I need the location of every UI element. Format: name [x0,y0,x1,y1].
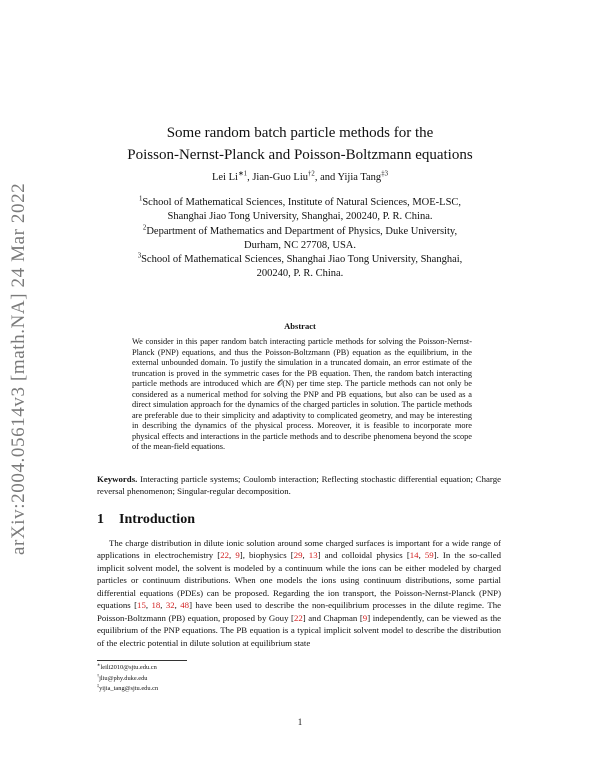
body-text: ] and colloidal physics [ [317,550,410,561]
body-text: , [302,550,309,561]
citation-link[interactable]: 59 [424,550,434,561]
arxiv-stamp: arXiv:2004.05614v3 [math.NA] 24 Mar 2022 [8,182,29,555]
footnote-email: yijia_tang@sjtu.edu.cn [99,685,159,692]
body-text: , [418,550,425,561]
affiliation-text: Department of Mathematics and Department of Physics, Duke University, [146,225,458,237]
paper-title [90,122,510,166]
author-mark: ∗1 [237,170,248,178]
footnote-email: jliu@phy.duke.edu [99,674,148,682]
affiliation-line [100,196,500,210]
body-text: , [145,600,152,611]
section-number: 1 [97,512,104,527]
footnotes [97,663,397,695]
affiliation-text: School of Mathematical Sciences, Institute of Natural Sciences, MOE-LSC, [142,197,462,208]
author-name: Lei Li [211,172,238,183]
citation-link[interactable]: 18 [151,600,161,611]
affiliation-line: 200240, P. R. China. [256,268,344,280]
citation-link[interactable]: 22 [293,612,303,623]
author-list [90,172,510,183]
citation-link[interactable]: 15 [137,600,146,611]
footnote [97,663,397,674]
title-line-2: Poisson-Nernst-Planck and Poisson-Boltzmann equations [127,147,473,163]
citation-link[interactable]: 32 [165,600,175,611]
page-number: 1 [297,717,303,727]
affiliation-line [100,253,500,267]
body-text: , [229,550,236,561]
affiliation-mark: 3 [137,252,142,260]
section-title: Introduction [119,512,195,527]
author-separator: , [247,172,253,183]
body-text: ] independently, can be viewed as the equilibrium of the PNP equations. The PB equation is a typical implicit solvent model to describe the distribution of the electric potential in dilute solution at equilibrium state [97,612,502,648]
body-paragraph [97,537,501,649]
affiliation-text: School of Mathematical Sciences, Shanghai Jiao Tong University, Shanghai, [141,254,463,266]
author-mark: ‡3 [381,170,388,178]
body-text: , [160,600,166,611]
affiliation-line: Shanghai Jiao Tong University, Shanghai, 200240, P. R. China. [167,211,433,223]
citation-link[interactable]: 13 [308,550,318,561]
citation-link[interactable]: 48 [180,600,190,611]
citation-link[interactable]: 9 [235,550,240,561]
body-text: ]. In the so-called implicit solvent model, the solvent is modeled by a continuum while the ions can be either modeled by charged particles or continuum distributions. When one models the ions using continuum distributions, some partial differential equations (PDEs) can be proposed. Regarding the ion transport, the Poisson-Nernst-Planck (PNP) equations [ [97,550,501,611]
abstract-heading: Abstract [284,321,316,331]
introduction-body [97,537,501,649]
keywords-text: Interacting particle systems; Coulomb interaction; Reflecting stochastic differential equation; Charge reversal phenomenon; Singular-regular decomposition. [97,474,501,496]
footnote-rule [97,660,187,661]
body-text: , [174,600,181,611]
author-name: Jian-Guo Liu [252,172,309,183]
keywords-label: Keywords. [97,474,138,484]
title-line-1: Some random batch particle methods for the [166,125,434,141]
footnote-mark: † [97,672,100,678]
affiliation-mark: 1 [138,195,143,203]
abstract-text: We consider in this paper random batch interacting particle methods for solving the Poisson-Nernst-Planck (PNP) equations, and thus the Poisson-Boltzmann (PB) equation as the equilibrium, in the external unbounded domain. To justify the simulation in a truncated domain, an error estimate of the truncation is proved in the symmetric cases for the PB equation. Then, the random batch interacting particle methods are introduced which are 𝒪(N) per time step. The particle methods can not only be considered as a numerical method for solving the PNP and PB equations, but also can be used as a direct simulation approach for the dynamics of the charged particles in solution. The particle methods are preferable due to their simplicity and adaptivity to complicated geometry, and may be interesting in describing the dynamics of the physical process. Moreover, it is feasible to incorporate more physical effects and interactions in the particle methods and to describe phenomena beyond the scope of the mean-field equations. [132,337,472,452]
author-name: Yijia Tang [337,172,382,183]
affiliation-line [100,225,500,239]
footnote-email: leili2010@sjtu.edu.cn [100,664,157,671]
affiliation-line: Durham, NC 27708, USA. [244,239,356,251]
footnote [97,684,397,695]
affiliations [100,196,500,282]
footnote [97,674,397,685]
citation-link[interactable]: 29 [293,550,303,561]
author-separator: , and [314,172,338,183]
citation-link[interactable]: 9 [362,612,368,623]
citation-link[interactable]: 14 [409,550,419,561]
body-text: ] and Chapman [ [302,612,363,623]
body-text: The charge distribution in dilute ionic solution around some charged surfaces is important for a wide range of applications in electrochemistry [ [97,538,501,561]
footnote-mark: ‡ [97,682,100,688]
affiliation-mark: 2 [142,224,147,232]
section-heading [97,512,195,528]
footnote-mark: ∗ [97,661,101,667]
keywords [97,473,501,497]
body-text: ] have been used to describe the non-equilibrium processes in the dilute regime. The Poisson-Boltzmann (PB) equation, proposed by Gouy [ [97,600,502,623]
author-mark: †2 [308,170,315,178]
body-text: ], biophysics [ [239,550,294,561]
citation-link[interactable]: 22 [220,550,230,561]
